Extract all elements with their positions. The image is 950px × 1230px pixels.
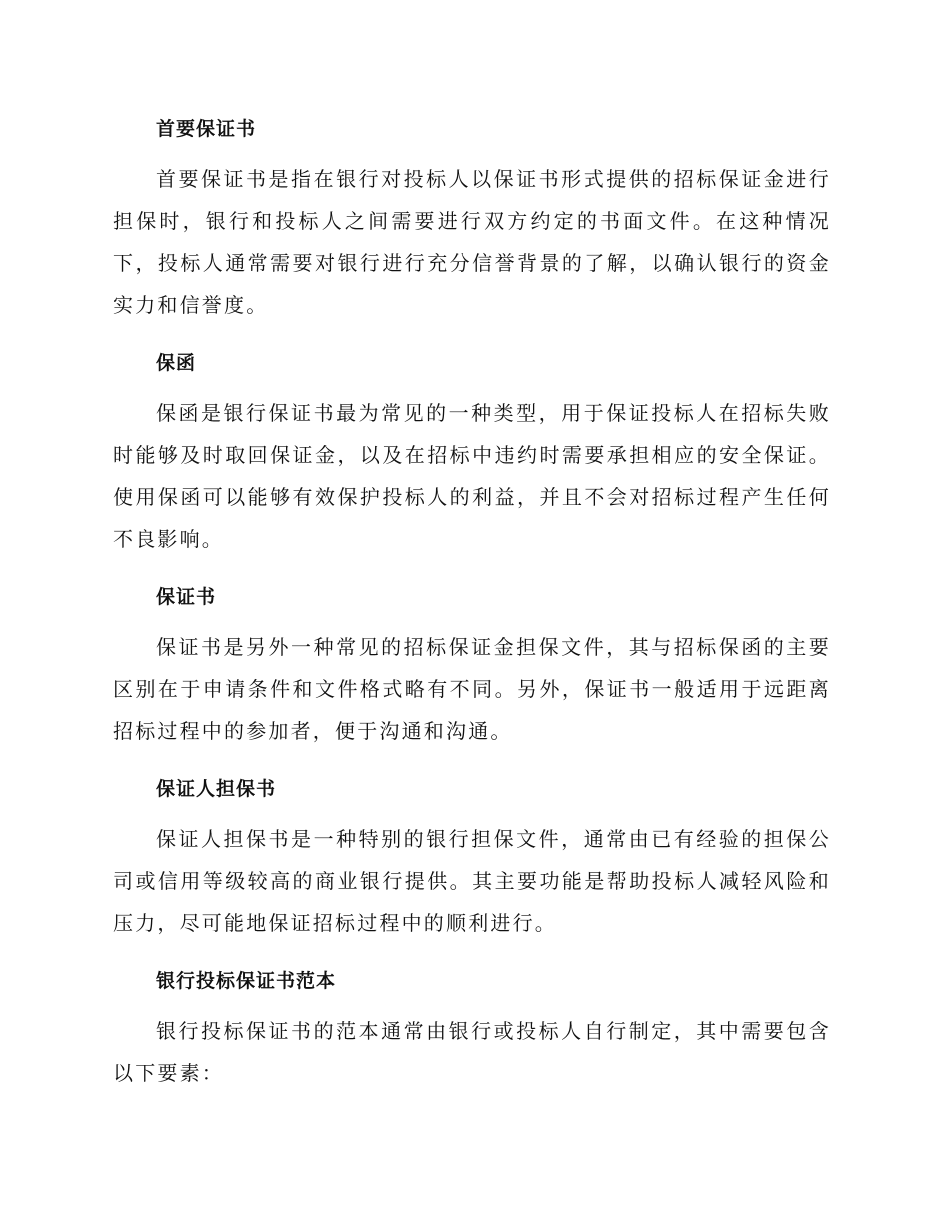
section-paragraph: 保函是银行保证书最为常见的一种类型，用于保证投标人在招标失败时能够及时取回保证金，以及在招标中违约时需要承担相应的安全保证。使用保函可以能够有效保护投标人的利益，并且不会对招标过程产生任何不良影响。 xyxy=(113,401,831,551)
section-paragraph: 银行投标保证书的范本通常由银行或投标人自行制定，其中需要包含以下要素： xyxy=(113,1019,831,1085)
section-heading: 银行投标保证书范本 xyxy=(156,970,337,992)
section-paragraph: 首要保证书是指在银行对投标人以保证书形式提供的招标保证金进行担保时，银行和投标人之间需要进行双方约定的书面文件。在这种情况下，投标人通常需要对银行进行充分信誉背景的了解，以确认银行的资金实力和信誉度。 xyxy=(113,167,831,317)
section-heading: 保证人担保书 xyxy=(156,778,277,800)
section-heading: 首要保证书 xyxy=(156,118,257,140)
section-heading: 保函 xyxy=(156,352,197,374)
document-body xyxy=(113,108,831,1110)
section-paragraph: 保证人担保书是一种特别的银行担保文件，通常由已有经验的担保公司或信用等级较高的商业银行提供。其主要功能是帮助投标人减轻风险和压力，尽可能地保证招标过程中的顺利进行。 xyxy=(113,827,831,935)
section-paragraph: 保证书是另外一种常见的招标保证金担保文件，其与招标保函的主要区别在于申请条件和文件格式略有不同。另外，保证书一般适用于远距离招标过程中的参加者，便于沟通和沟通。 xyxy=(113,635,831,743)
section-heading: 保证书 xyxy=(156,586,217,608)
